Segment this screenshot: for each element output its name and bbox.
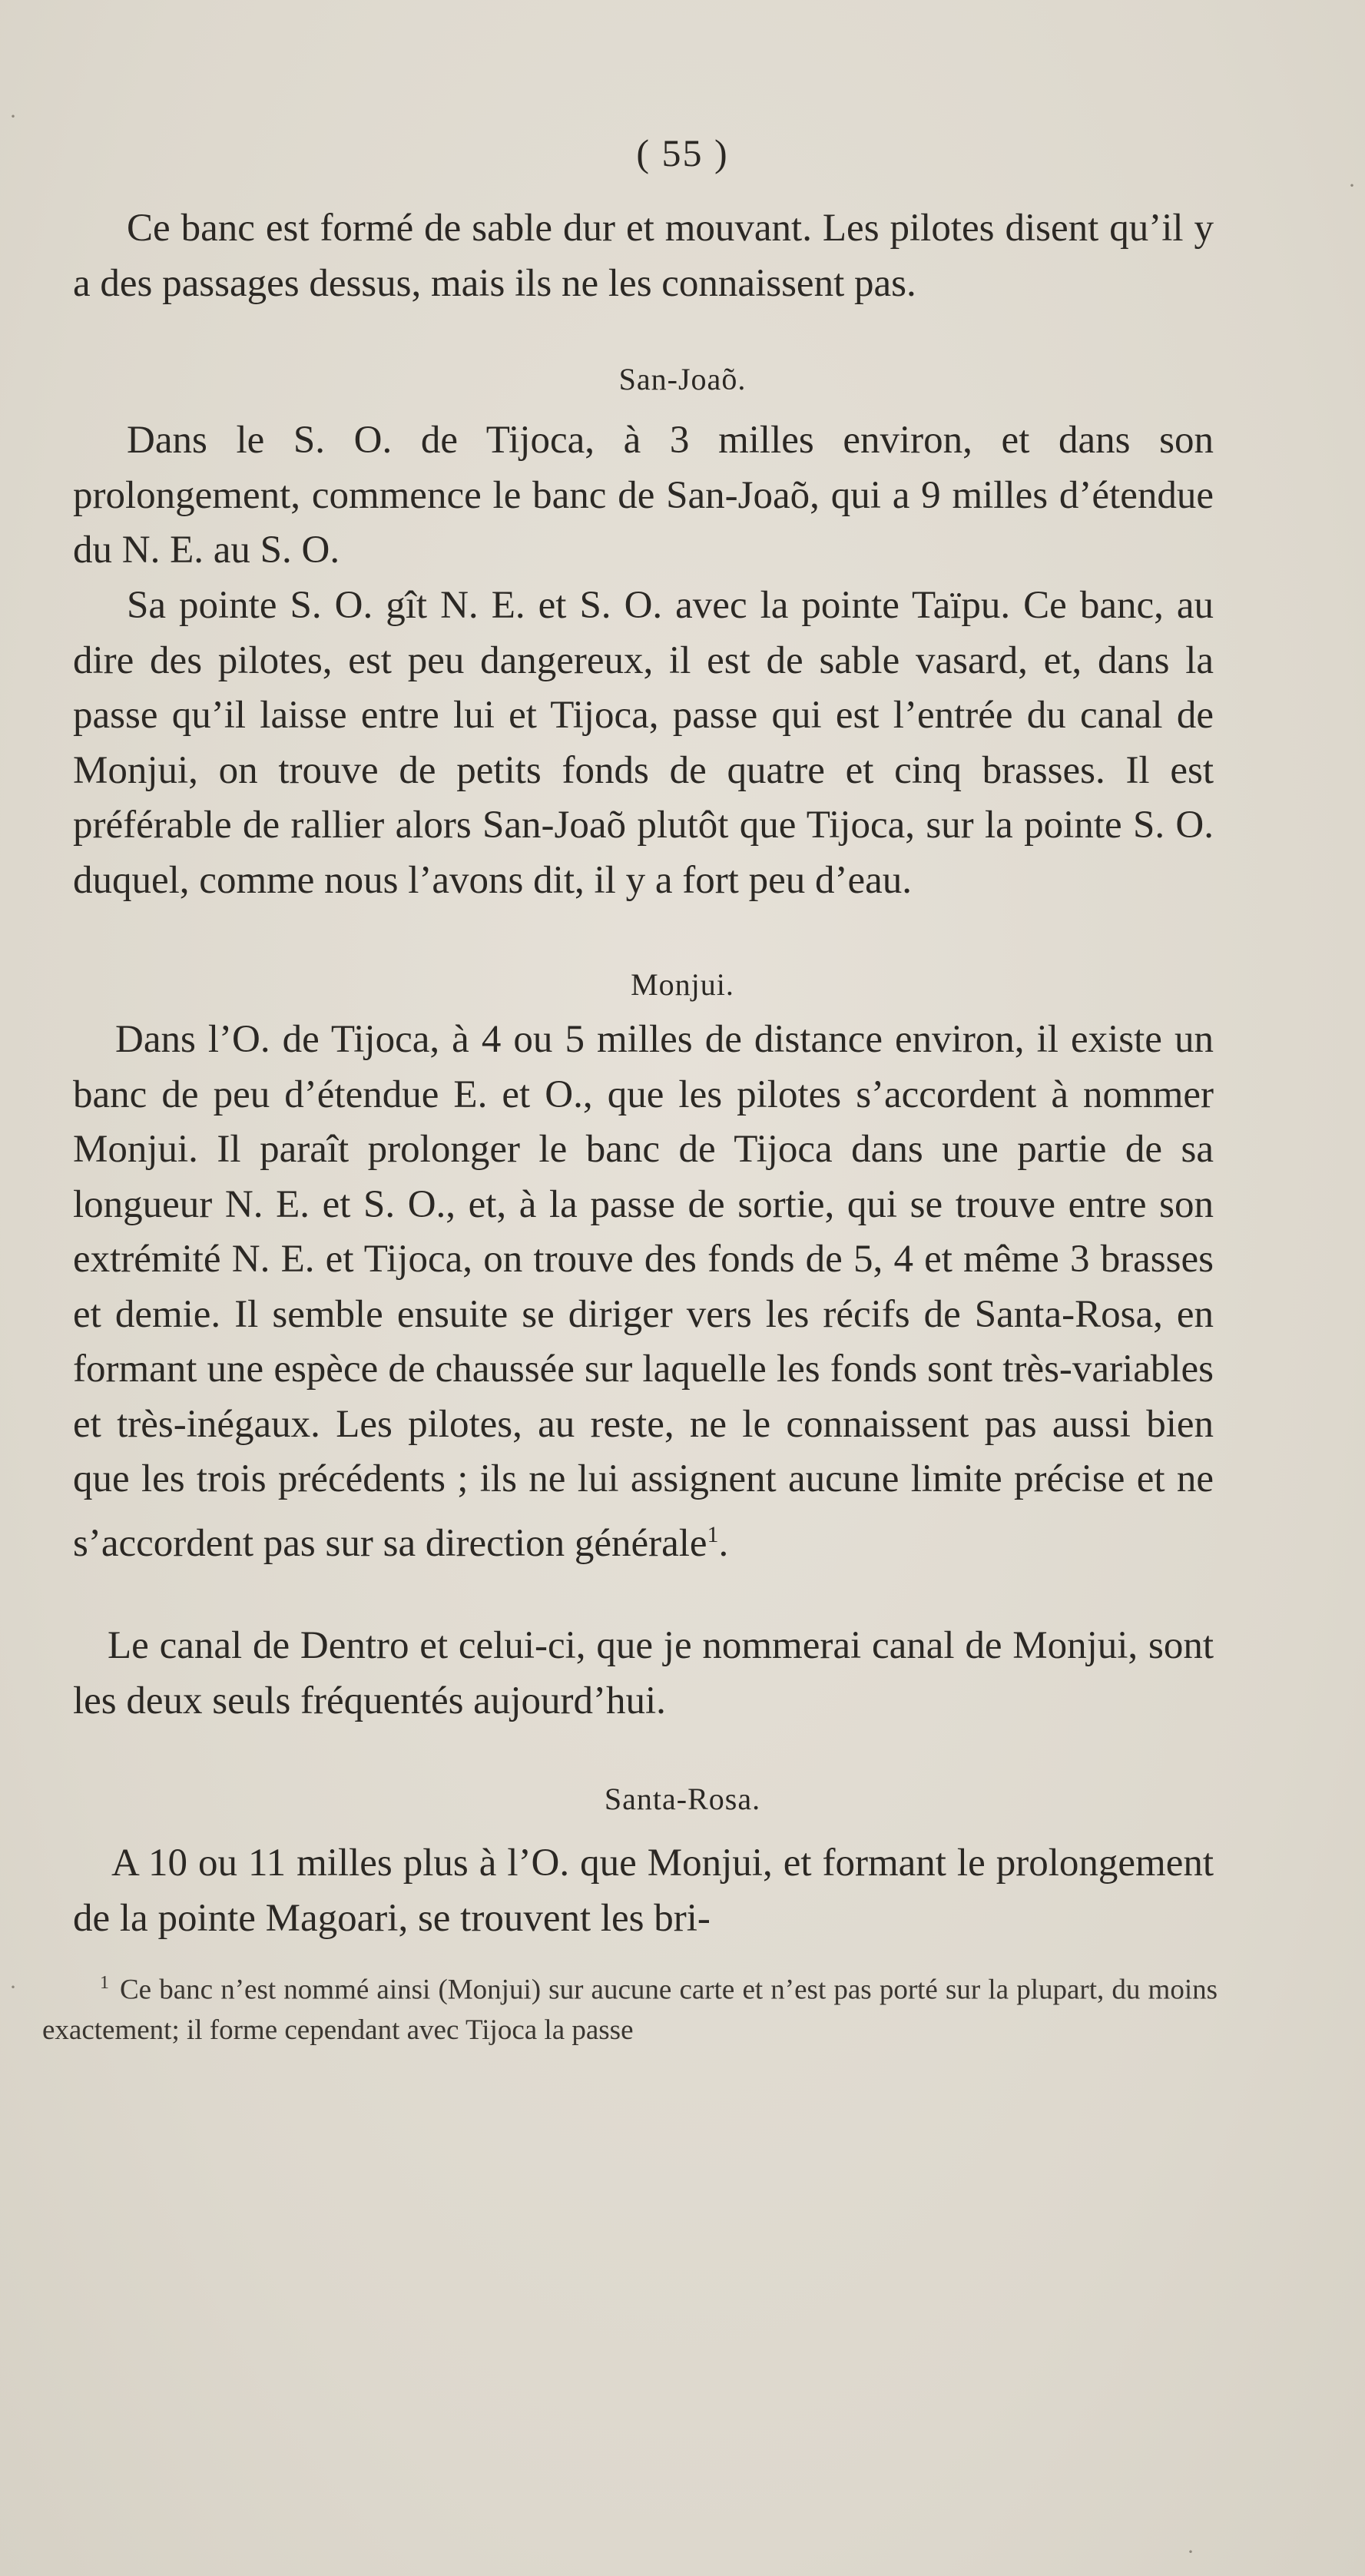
paragraph-monjui: [73, 1013, 1214, 1571]
paragraph-pointe-so: Sa pointe S. O. gît N. E. et S. O. avec la pointe Taïpu. Ce banc, au dire des pilotes, est peu dangereux, il est de sable vasard, et, dans la passe qu’il laisse entre lui et Tijoca, passe qui est l’entrée du canal de Monjui, on trouve de petits fonds de quatre et cinq brasses. Il est préférable de rallier alors San-Joaõ plutôt que Tijoca, sur la pointe S. O. duquel, comme nous l’avons dit, il y a fort peu d’eau.: [73, 584, 1214, 902]
heading-santa-rosa: Santa-Rosa.: [604, 1782, 761, 1816]
paragraph-monjui-end: .: [718, 1521, 729, 1565]
paragraph-monjui-text: Dans l’O. de Tijoca, à 4 ou 5 milles de distance environ, il existe un banc de peu d’étendue E. et O., que les pilotes s’accordent à nommer Monjui. Il paraît prolonger le banc de Tijoca dans une partie de sa longueur N. E. et S. O., et, à la passe de sortie, qui se trouve entre son extrémité N. E. et Tijoca, on trouve des fonds de 5, 4 et même 3 brasses et demie. Il semble ensuite se diriger vers les récifs de Santa-Rosa, en formant une espèce de chaussée sur laquelle les fonds sont très-variables et très-inégaux. Les pilotes, au reste, ne le connaissent pas aussi bien que les trois précédents ; ils ne lui assignent aucune limite précise et ne s’accordent pas sur sa direction générale: [73, 1018, 1214, 1565]
heading-monjui: Monjui.: [631, 967, 734, 1002]
paragraph-san-joao: Dans le S. O. de Tijoca, à 3 milles environ, et dans son prolongement, commence le banc de San-Joaõ, qui a 9 milles d’étendue du N. E. au S. O.: [73, 419, 1214, 572]
footnote: [42, 1963, 1218, 2051]
footnote-reference: 1: [707, 1521, 719, 1547]
paragraph-banc-sable: Ce banc est formé de sable dur et mouvant. Les pilotes disent qu’il y a des passages dessus, mais ils ne les connaissent pas.: [73, 207, 1214, 305]
paper-speck: ·: [1348, 173, 1356, 198]
paper-speck: ·: [9, 104, 17, 129]
page-number: ( 55 ): [636, 131, 729, 174]
heading-san-joao: San-Joaõ.: [618, 362, 747, 396]
paper-speck: ·: [9, 1974, 17, 2000]
paper-speck: ·: [1187, 2539, 1194, 2564]
paragraph-canal-dentro: Le canal de Dentro et celui-ci, que je nommerai canal de Monjui, sont les deux seuls fréquentés aujourd’hui.: [73, 1624, 1214, 1722]
footnote-text: Ce banc n’est nommé ainsi (Monjui) sur aucune carte et n’est pas porté sur la plupart, du moins exactement; il forme cependant avec Tijoca la passe: [42, 1974, 1218, 2047]
paragraph-santa-rosa: A 10 ou 11 milles plus à l’O. que Monjui, et formant le prolongement de la pointe Magoari, se trouvent les bri-: [73, 1842, 1214, 1940]
footnote-marker: 1: [100, 1973, 109, 1993]
